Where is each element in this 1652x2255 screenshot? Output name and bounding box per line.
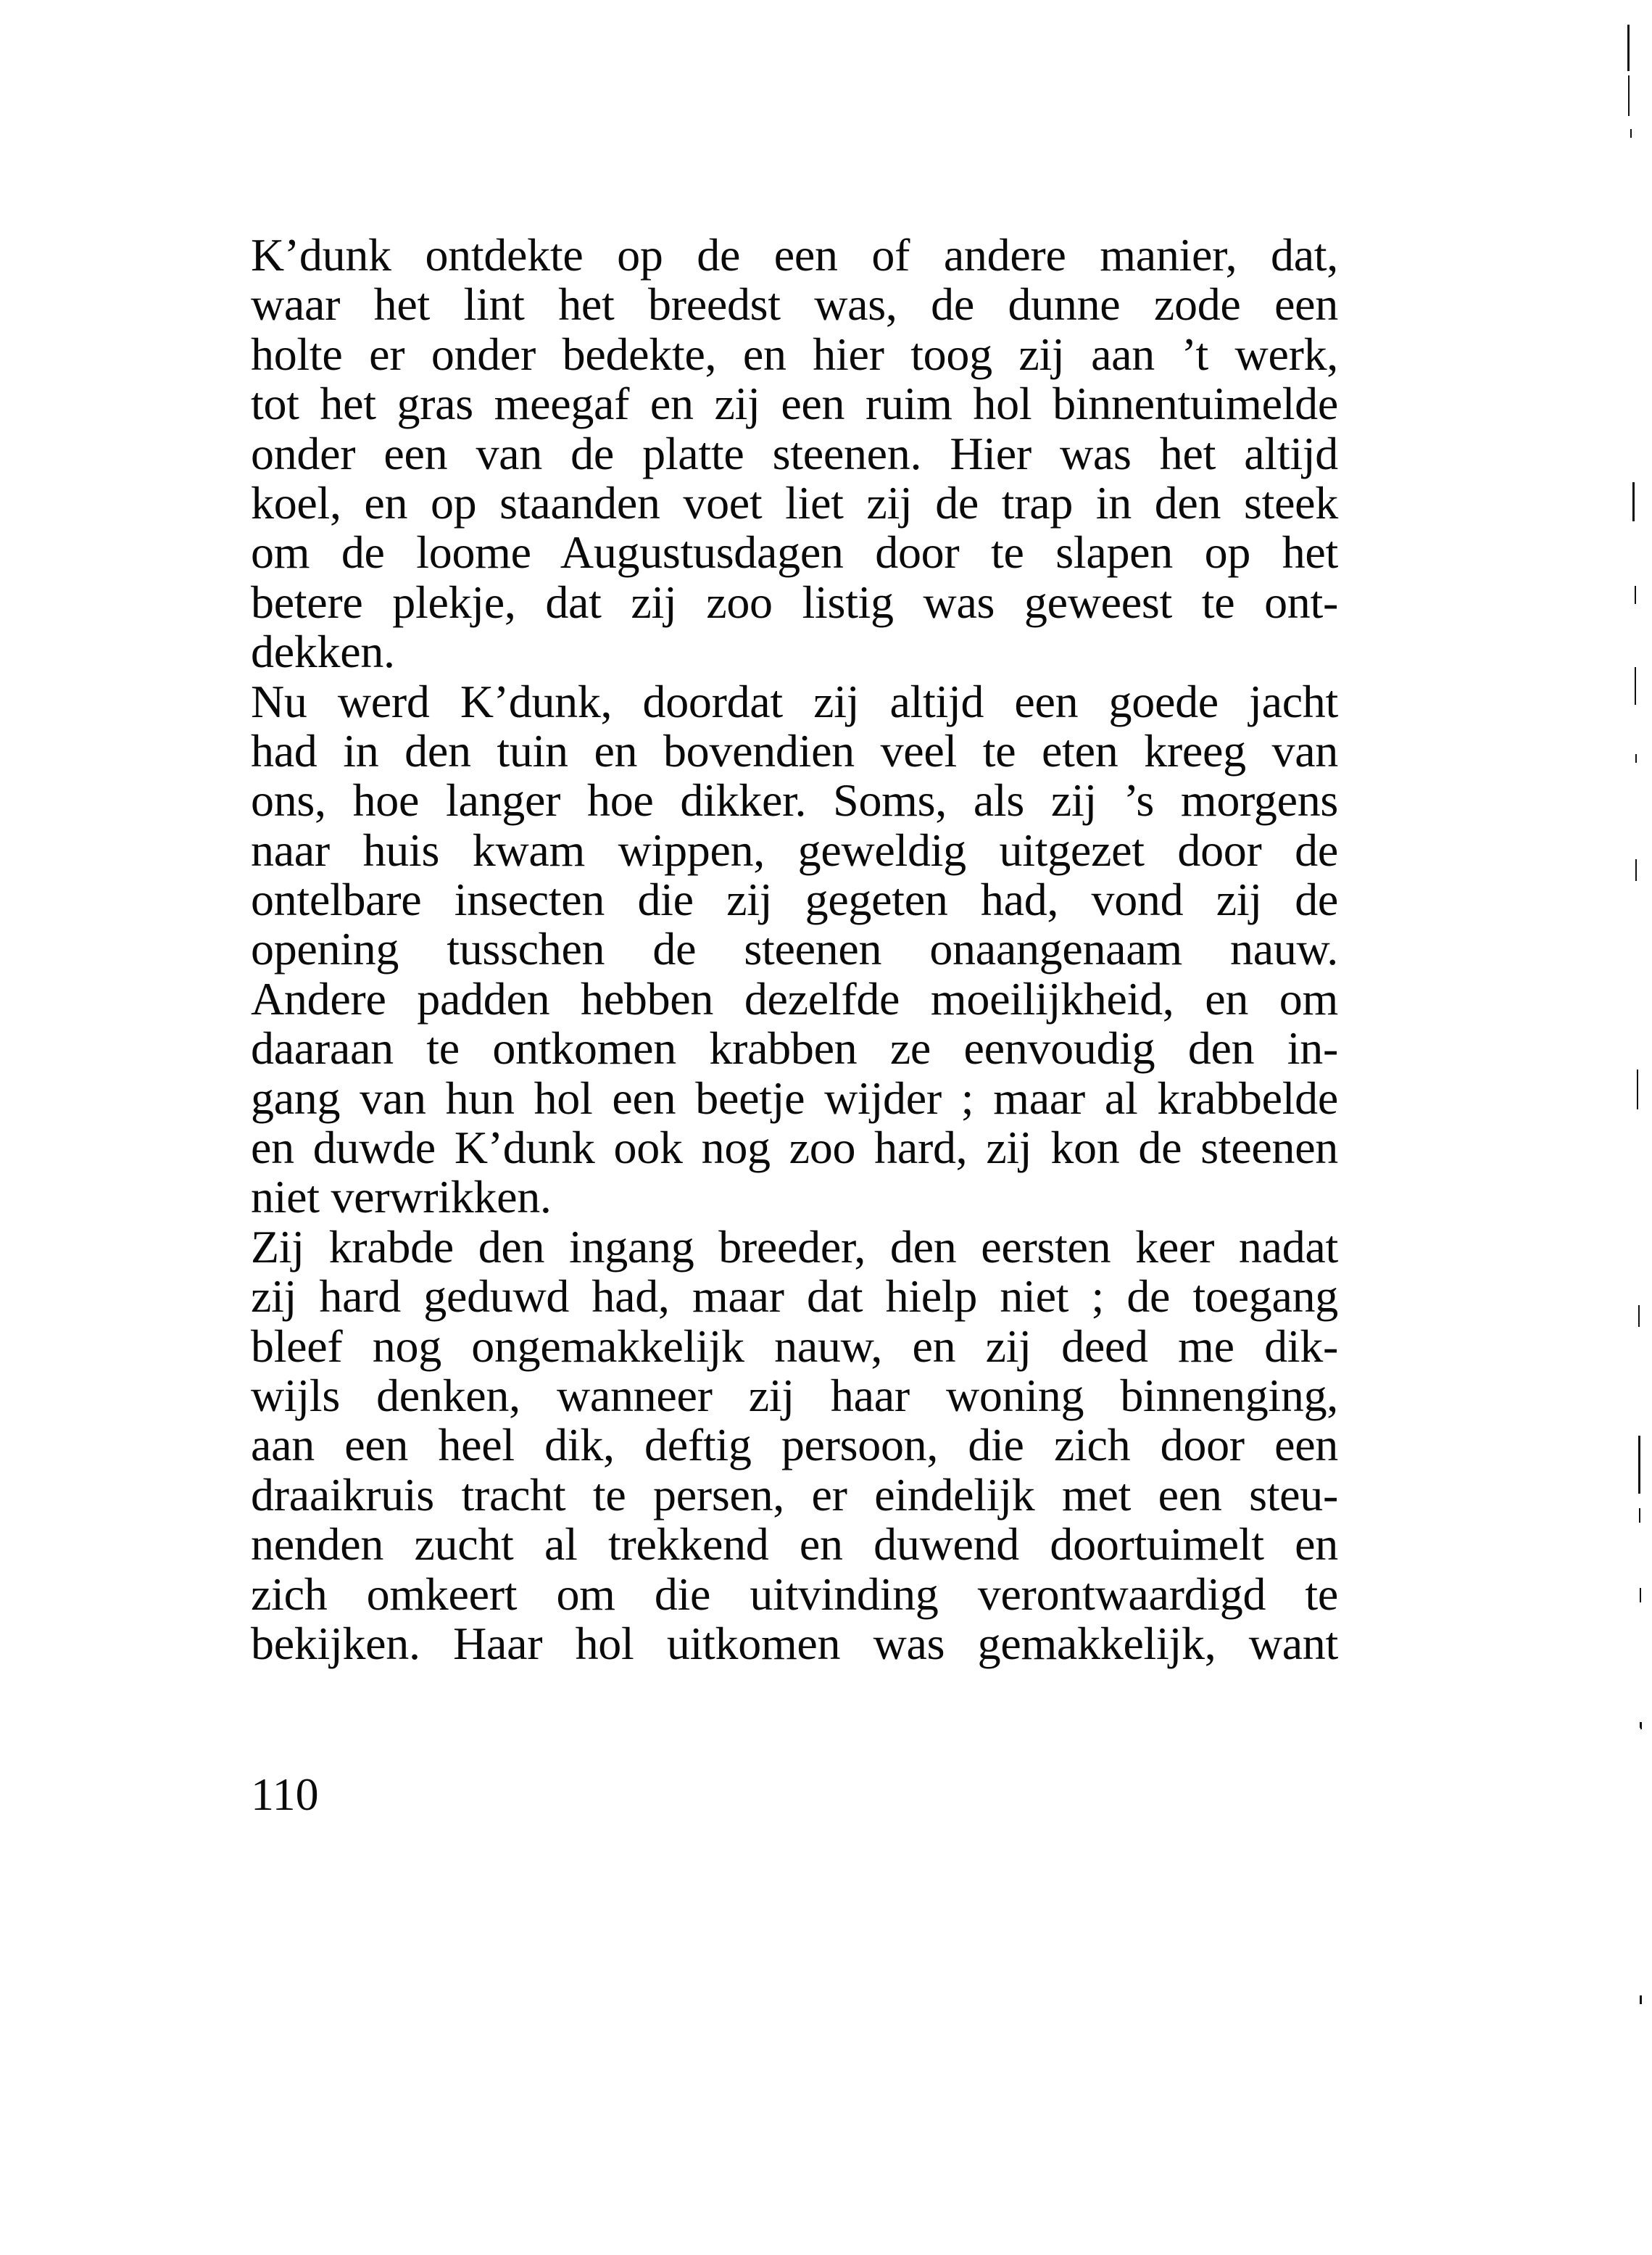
scan-edge-mark	[1635, 667, 1636, 705]
text-line: bekijken. Haar hol uitkomen was gemakkelijk, want	[251, 1617, 1338, 1669]
scan-edge-mark	[1632, 482, 1635, 521]
text-line: wijls denken, wanneer zij haar woning binnenging,	[251, 1369, 1338, 1421]
text-line: aan een heel dik, deftig persoon, die zich door een	[251, 1419, 1338, 1471]
body-text	[251, 231, 1338, 1668]
scan-edge-mark	[1640, 1588, 1641, 1602]
text-line: daaraan te ontkomen krabben ze eenvoudig den in-	[251, 1022, 1338, 1075]
text-line: holte er onder bedekte, en hier toog zij aan ’t werk,	[251, 328, 1338, 380]
scan-edge-mark	[1635, 859, 1637, 881]
text-line: zich omkeert om die uitvinding verontwaardigd te	[251, 1568, 1338, 1620]
text-line: ons, hoe langer hoe dikker. Soms, als zij ’s morgens	[251, 774, 1338, 827]
text-line: had in den tuin en bovendien veel te eten kreeg van	[251, 724, 1338, 777]
text-line: bleef nog ongemakkelijk nauw, en zij deed me dik-	[251, 1320, 1338, 1372]
scan-edge-mark	[1635, 586, 1636, 604]
scan-edge-mark	[1627, 25, 1630, 71]
text-line: draaikruis tracht te persen, er eindelijk met een steu-	[251, 1468, 1338, 1520]
text-line: om de loome Augustusdagen door te slapen op het	[251, 526, 1338, 579]
text-line: Andere padden hebben dezelfde moeilijkheid, en om	[251, 972, 1338, 1025]
text-line: onder een van de platte steenen. Hier was het altijd	[251, 427, 1338, 479]
text-line: en duwde K’dunk ook nog zoo hard, zij kon de steenen	[251, 1122, 1338, 1174]
text-line: gang van hun hol een beetje wijder ; maar al krabbelde	[251, 1072, 1338, 1124]
scan-edge-mark	[1628, 75, 1630, 116]
text-line: Nu werd K’dunk, doordat zij altijd een goede jacht	[251, 675, 1338, 727]
scan-edge-mark	[1639, 1508, 1640, 1523]
scan-edge-mark	[1640, 1722, 1642, 1728]
text-line: opening tusschen de steenen onaangenaam nauw.	[251, 923, 1338, 975]
text-line: tot het gras meegaf en zij een ruim hol binnentuimelde	[251, 378, 1338, 430]
text-line: dekken.	[251, 626, 395, 678]
text-line: Zij krabde den ingang breeder, den eersten keer nadat	[251, 1220, 1338, 1273]
text-line: K’dunk ontdekte op de een of andere manier, dat,	[251, 229, 1338, 281]
text-line: naar huis kwam wippen, geweldig uitgezet door de	[251, 824, 1338, 876]
scan-edge-mark	[1638, 1305, 1640, 1327]
page-number: 110	[251, 1768, 319, 1820]
scan-edge-mark	[1630, 129, 1632, 138]
scan-edge-mark	[1640, 1995, 1642, 2004]
text-line: ontelbare insecten die zij gegeten had, vond zij de	[251, 874, 1338, 926]
text-line: nenden zucht al trekkend en duwend doortuimelt en	[251, 1518, 1338, 1571]
text-line: zij hard geduwd had, maar dat hielp niet ; de toegang	[251, 1270, 1338, 1323]
text-line: niet verwrikken.	[251, 1171, 552, 1223]
scan-edge-mark	[1638, 1436, 1640, 1494]
scan-edge-mark	[1635, 754, 1637, 763]
text-line: betere plekje, dat zij zoo listig was geweest te ont-	[251, 576, 1338, 628]
text-line: koel, en op staanden voet liet zij de trap in den steek	[251, 476, 1338, 529]
text-line: waar het lint het breedst was, de dunne zode een	[251, 278, 1338, 331]
scan-edge-mark	[1637, 1069, 1638, 1109]
